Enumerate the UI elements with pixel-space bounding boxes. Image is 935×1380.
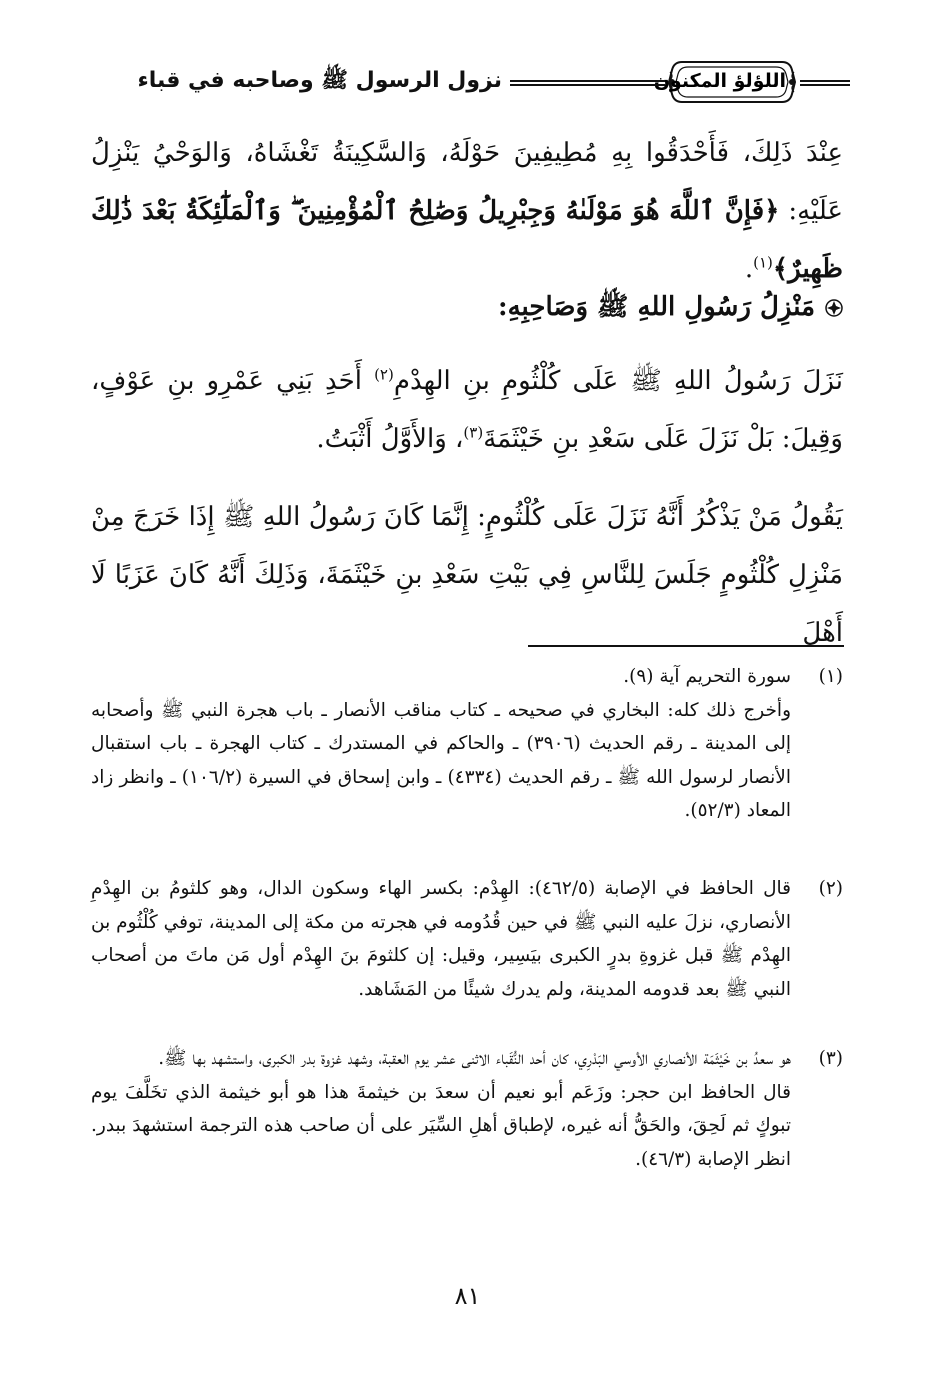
footnote-3-paragraph: قال الحافظ ابن حجر: وزَعَم أبو نعيم أن سعدَ بن خيثمةَ هذا هو أبو خيثمة الذي تخَلَّفَ يوم تبوكٍ ثم لَحِقَ، والحَقُّ أنه غيره، لإطباق أهلِ السِّيَر على أن صاحب هذه الترجمة استشهدَ ببدر. انظر الإصابة (٤٦/٣). bbox=[91, 1081, 791, 1170]
paragraph-2-part-b: أَحَدِ بَنِي عَمْرِو بنِ عَوْفٍ، وَقِيلَ: بَلْ نَزَلَ عَلَى سَعْدِ بنِ خَيْثَمَةَ bbox=[91, 366, 843, 454]
flower-bullet-icon bbox=[825, 299, 843, 317]
section-heading bbox=[91, 282, 843, 332]
quran-verse: ﴿فَإِنَّ ٱللَّهَ هُوَ مَوْلَىٰهُ وَجِبْرِيلُ وَصَٰلِحُ ٱلْمُؤْمِنِينَ ۖ وَٱلْمَلَٰٓئِكَةُ بَعْدَ ذَٰلِكَ ظَهِيرٌ﴾ bbox=[91, 196, 843, 284]
header-rule-middle bbox=[510, 80, 665, 86]
footnote-2 bbox=[91, 872, 843, 1006]
footnote-separator bbox=[528, 645, 844, 647]
paragraph-1-end: . bbox=[744, 254, 754, 284]
footnote-1 bbox=[91, 660, 843, 828]
footnote-3 bbox=[91, 1042, 843, 1176]
book-title: اللؤلؤ المكنون bbox=[653, 70, 786, 92]
paragraph-2-part-c: ، وَالأَوَّلُ أَثْبَتُ. bbox=[316, 424, 464, 454]
book-title-cartouche bbox=[653, 58, 796, 106]
paragraph-2-part-a: نَزَلَ رَسُولُ اللهِ ﷺ عَلَى كُلْثُومِ بنِ الهِدْمِ bbox=[393, 366, 843, 396]
page-number: ٨١ bbox=[454, 1282, 481, 1310]
running-header bbox=[90, 52, 850, 114]
chapter-title: نزول الرسول ﷺ وصاحبه في قباء bbox=[137, 68, 502, 93]
footnote-3-text: هو سعدُ بن خَيْثَمَة الأنصاري الأوسي البَدْرِي، كان أحد النُّقَباء الاثنى عشر يوم العقبة، وشهد غزوة بدر الكبرى، واستشهد بها ﷺ. bbox=[158, 1048, 791, 1069]
paragraph-2 bbox=[91, 352, 843, 468]
footnote-1-paragraph: وأخرج ذلك كله: البخاري في صحيحه ـ كتاب مناقب الأنصار ـ باب هجرة النبي ﷺ وأصحابه إلى المدينة ـ رقم الحديث (٣٩٠٦) ـ والحاكم في المستدرك ـ كتاب الهجرة ـ باب استقبال الأنصار لرسول الله ﷺ ـ رقم الحديث (٤٣٣٤) ـ وابن إسحاق في السيرة (١٠٦/٢) ـ وانظر زاد المعاد (٥٢/٣). bbox=[91, 699, 791, 821]
header-rule-right bbox=[800, 80, 850, 86]
footnote-1-line: سورة التحريم آية (٩). bbox=[623, 666, 791, 687]
paragraph-3: يَقُولُ مَنْ يَذْكُرُ أَنَّهُ نَزَلَ عَلَى كُلْثُومٍ: إِنَّمَا كَانَ رَسُولُ اللهِ ﷺ إِذَا خَرَجَ مِنْ مَنْزِلِ كُلْثُومٍ جَلَسَ لِلنَّاسِ فِي بَيْتِ سَعْدِ بنِ خَيْثَمَةَ، وَذَلِكَ أَنَّهُ كَانَ عَزَبًا لَا أَهْلَ bbox=[91, 502, 843, 648]
footnote-2-text: قال الحافظ في الإصابة (٤٦٢/٥): الهِدْم: بكسر الهاء وسكون الدال، وهو كلثومُ بن الهِدْمِ الأنصاري، نزلَ عليه النبي ﷺ في حين قُدُومه في هجرته من مكة إلى المدينة، توفي كُلْثُوم بن الهِدْم ﷺ قبل غزوةِ بدرٍ الكبرى بيَسِير، وقيل: إن كلثومَ بنَ الهِدْم أول مَن ماتَ من أصحاب النبي ﷺ بعد قدومه المدينة، ولم يدرك شيئًا من المَشَاهد. bbox=[91, 878, 791, 1000]
footnote-marker-2: (٢) bbox=[374, 365, 394, 384]
section-heading-text: مَنْزِلُ رَسُولِ اللهِ ﷺ وَصَاحِبِهِ: bbox=[498, 292, 815, 322]
footnote-1-number: (١) bbox=[818, 666, 843, 687]
paragraph-1 bbox=[91, 124, 843, 298]
footnote-marker-1: (١) bbox=[753, 253, 773, 272]
footnote-2-number: (٢) bbox=[818, 878, 843, 899]
paragraph-1-text: عِنْدَ ذَلِكَ، فَأَحْدَقُوا بِهِ مُطِيفِينَ حَوْلَهُ، وَالسَّكِينَةُ تَغْشَاهُ، وَالوَحْيُ يَنْزِلُ عَلَيْهِ: bbox=[91, 138, 844, 226]
footnote-marker-3: (٣) bbox=[463, 423, 484, 442]
footnote-3-number: (٣) bbox=[818, 1048, 843, 1069]
